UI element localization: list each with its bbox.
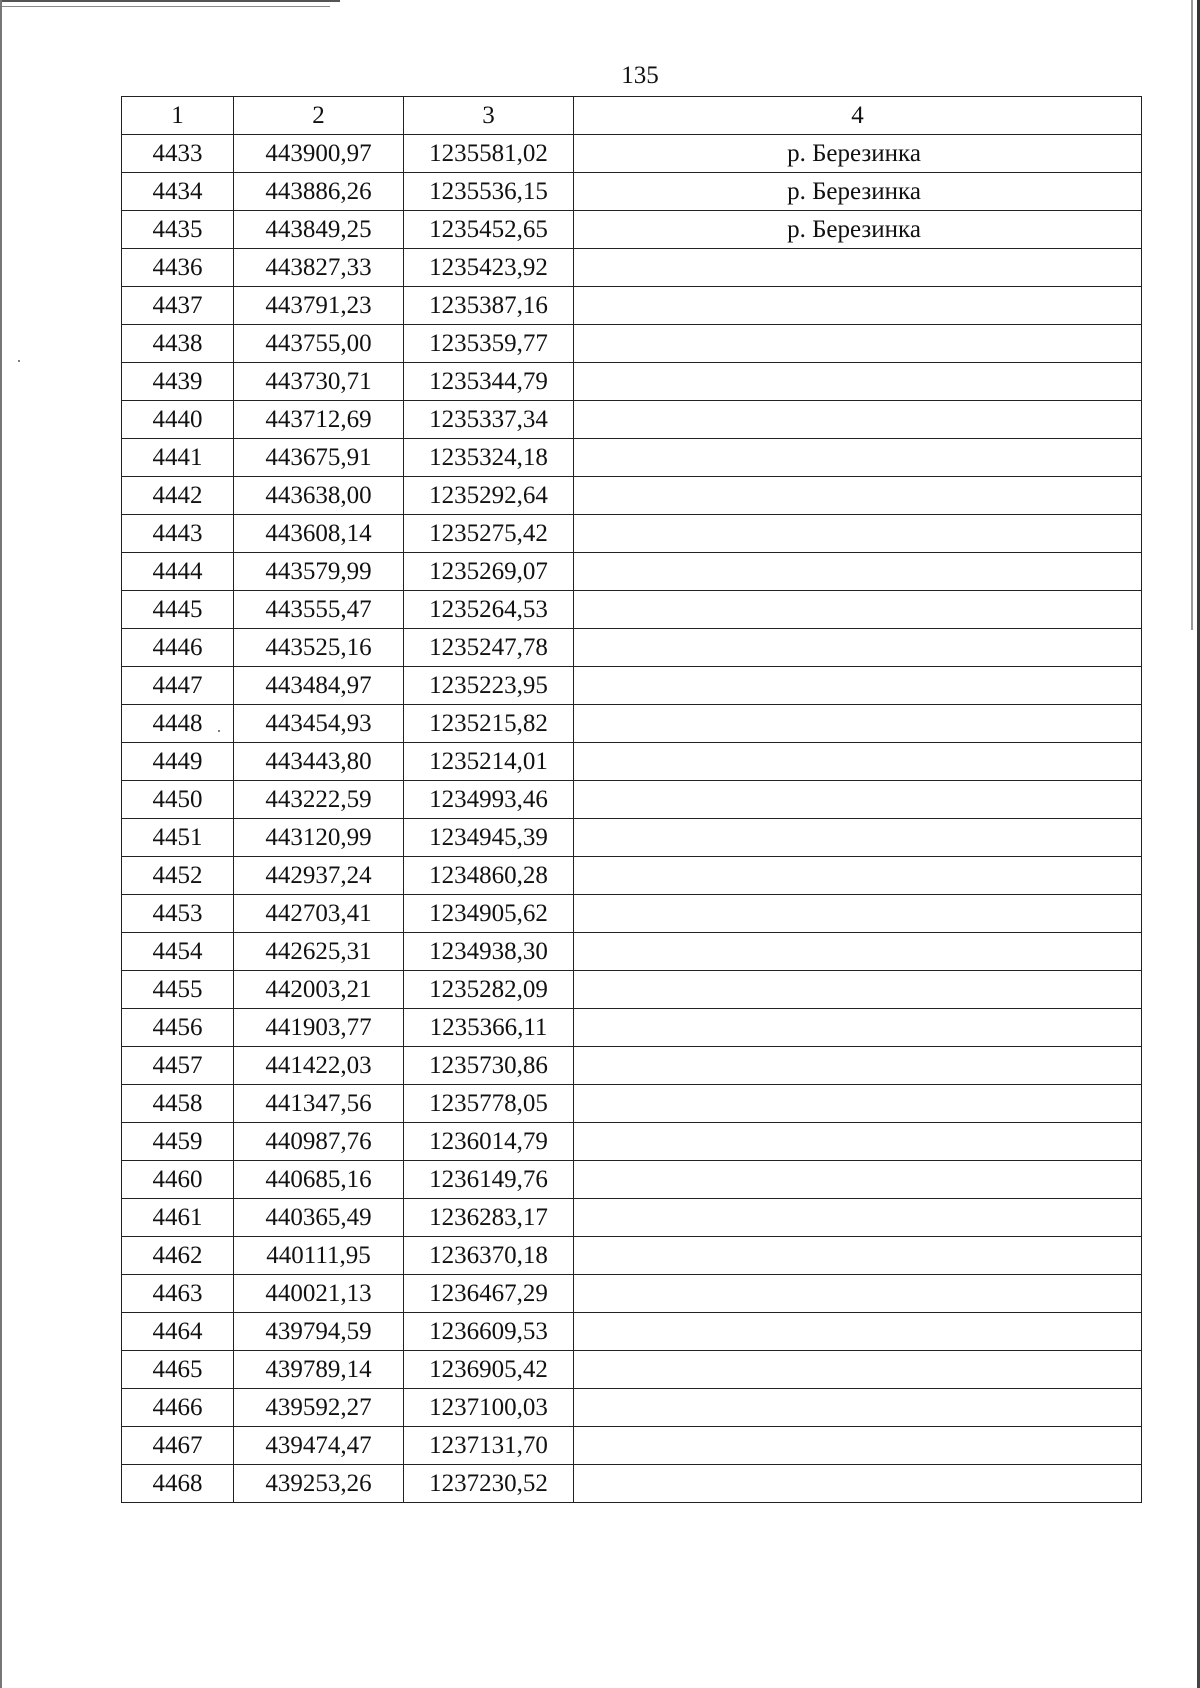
description-cell <box>574 1123 1142 1161</box>
x-coordinate-cell: 443222,59 <box>234 781 404 819</box>
y-coordinate-cell: 1235452,65 <box>404 211 574 249</box>
x-coordinate-cell: 440987,76 <box>234 1123 404 1161</box>
x-coordinate-cell: 443712,69 <box>234 401 404 439</box>
description-cell <box>574 1237 1142 1275</box>
x-coordinate-cell: 443443,80 <box>234 743 404 781</box>
y-coordinate-cell: 1237131,70 <box>404 1427 574 1465</box>
description-cell <box>574 667 1142 705</box>
description-text: р. Березинка <box>787 216 921 243</box>
description-cell <box>574 629 1142 667</box>
table-body <box>122 135 1142 1503</box>
y-coordinate-cell: 1235344,79 <box>404 363 574 401</box>
point-number-cell: 4457 <box>122 1047 234 1085</box>
table-row <box>122 1237 1142 1275</box>
y-coordinate-cell: 1235247,78 <box>404 629 574 667</box>
point-number-cell: 4459 <box>122 1123 234 1161</box>
y-coordinate-cell: 1235292,64 <box>404 477 574 515</box>
table-row <box>122 1427 1142 1465</box>
point-number-cell: 4433 <box>122 135 234 173</box>
table-row <box>122 325 1142 363</box>
point-number-cell: 4454 <box>122 933 234 971</box>
y-coordinate-cell: 1235282,09 <box>404 971 574 1009</box>
description-cell <box>574 781 1142 819</box>
description-cell <box>574 249 1142 287</box>
y-coordinate-cell: 1236014,79 <box>404 1123 574 1161</box>
y-coordinate-cell: 1234905,62 <box>404 895 574 933</box>
point-number-cell: 4450 <box>122 781 234 819</box>
header-col-1: 1 <box>122 97 234 135</box>
table-row <box>122 1275 1142 1313</box>
description-cell <box>574 895 1142 933</box>
point-number-cell: 4464 <box>122 1313 234 1351</box>
x-coordinate-cell: 443886,26 <box>234 173 404 211</box>
x-coordinate-cell: 443579,99 <box>234 553 404 591</box>
table-row <box>122 477 1142 515</box>
y-coordinate-cell: 1235269,07 <box>404 553 574 591</box>
table-row <box>122 363 1142 401</box>
description-cell <box>574 287 1142 325</box>
y-coordinate-cell: 1234860,28 <box>404 857 574 895</box>
header-col-2: 2 <box>234 97 404 135</box>
scan-border-top <box>0 0 340 2</box>
point-number-cell: 4441 <box>122 439 234 477</box>
x-coordinate-cell: 442937,24 <box>234 857 404 895</box>
description-cell <box>574 1161 1142 1199</box>
y-coordinate-cell: 1236283,17 <box>404 1199 574 1237</box>
point-number-cell: 4440 <box>122 401 234 439</box>
y-coordinate-cell: 1235423,92 <box>404 249 574 287</box>
table-row <box>122 249 1142 287</box>
point-number-cell: 4444 <box>122 553 234 591</box>
table-row <box>122 667 1142 705</box>
table-row <box>122 629 1142 667</box>
point-number-cell: 4442 <box>122 477 234 515</box>
y-coordinate-cell: 1235366,11 <box>404 1009 574 1047</box>
description-cell <box>574 743 1142 781</box>
description-cell <box>574 515 1142 553</box>
point-number-cell: 4443 <box>122 515 234 553</box>
y-coordinate-cell: 1234938,30 <box>404 933 574 971</box>
x-coordinate-cell: 440111,95 <box>234 1237 404 1275</box>
table-row <box>122 857 1142 895</box>
description-cell <box>574 211 1142 249</box>
description-cell <box>574 971 1142 1009</box>
y-coordinate-cell: 1235223,95 <box>404 667 574 705</box>
point-number-cell: 4465 <box>122 1351 234 1389</box>
coordinates-table <box>121 96 1142 1503</box>
y-coordinate-cell: 1236467,29 <box>404 1275 574 1313</box>
y-coordinate-cell: 1235778,05 <box>404 1085 574 1123</box>
table-row <box>122 1085 1142 1123</box>
y-coordinate-cell: 1234993,46 <box>404 781 574 819</box>
point-number-cell: 4449 <box>122 743 234 781</box>
x-coordinate-cell: 440365,49 <box>234 1199 404 1237</box>
x-coordinate-cell: 443791,23 <box>234 287 404 325</box>
x-coordinate-cell: 441347,56 <box>234 1085 404 1123</box>
description-cell <box>574 1199 1142 1237</box>
y-coordinate-cell: 1235387,16 <box>404 287 574 325</box>
description-cell <box>574 933 1142 971</box>
x-coordinate-cell: 443555,47 <box>234 591 404 629</box>
y-coordinate-cell: 1235214,01 <box>404 743 574 781</box>
table-row <box>122 1047 1142 1085</box>
point-number-cell: 4435 <box>122 211 234 249</box>
description-cell <box>574 553 1142 591</box>
y-coordinate-cell: 1237100,03 <box>404 1389 574 1427</box>
table-row <box>122 1199 1142 1237</box>
x-coordinate-cell: 443484,97 <box>234 667 404 705</box>
point-number-cell: 4458 <box>122 1085 234 1123</box>
description-cell <box>574 325 1142 363</box>
description-cell <box>574 363 1142 401</box>
y-coordinate-cell: 1235215,82 <box>404 705 574 743</box>
table-row <box>122 515 1142 553</box>
description-text: р. Березинка <box>787 140 921 167</box>
x-coordinate-cell: 443120,99 <box>234 819 404 857</box>
point-number-cell: 4446 <box>122 629 234 667</box>
description-text: р. Березинка <box>787 178 921 205</box>
description-cell <box>574 401 1142 439</box>
x-coordinate-cell: 439789,14 <box>234 1351 404 1389</box>
point-number-cell: 4452 <box>122 857 234 895</box>
point-number-cell: 4451 <box>122 819 234 857</box>
point-number-cell: 4445 <box>122 591 234 629</box>
table-row <box>122 933 1142 971</box>
x-coordinate-cell: 441422,03 <box>234 1047 404 1085</box>
x-coordinate-cell: 442625,31 <box>234 933 404 971</box>
point-number-cell: 4466 <box>122 1389 234 1427</box>
point-number-cell: 4461 <box>122 1199 234 1237</box>
x-coordinate-cell: 440685,16 <box>234 1161 404 1199</box>
table-row <box>122 971 1142 1009</box>
description-cell <box>574 1085 1142 1123</box>
table-row <box>122 1389 1142 1427</box>
description-cell <box>574 1427 1142 1465</box>
point-number-cell: 4439 <box>122 363 234 401</box>
y-coordinate-cell: 1235337,34 <box>404 401 574 439</box>
scan-border-left <box>0 0 2 1688</box>
point-number-cell: 4448 <box>122 705 234 743</box>
y-coordinate-cell: 1236149,76 <box>404 1161 574 1199</box>
x-coordinate-cell: 443827,33 <box>234 249 404 287</box>
scan-border-right-inner <box>1191 0 1193 630</box>
point-number-cell: 4453 <box>122 895 234 933</box>
description-cell <box>574 173 1142 211</box>
point-number-cell: 4467 <box>122 1427 234 1465</box>
y-coordinate-cell: 1235359,77 <box>404 325 574 363</box>
table-row <box>122 1123 1142 1161</box>
x-coordinate-cell: 443638,00 <box>234 477 404 515</box>
y-coordinate-cell: 1235324,18 <box>404 439 574 477</box>
table-row <box>122 439 1142 477</box>
y-coordinate-cell: 1235275,42 <box>404 515 574 553</box>
y-coordinate-cell: 1235730,86 <box>404 1047 574 1085</box>
scan-border-top-inner <box>0 6 330 7</box>
table-row <box>122 591 1142 629</box>
table-row <box>122 895 1142 933</box>
x-coordinate-cell: 443608,14 <box>234 515 404 553</box>
description-cell <box>574 1351 1142 1389</box>
x-coordinate-cell: 439592,27 <box>234 1389 404 1427</box>
x-coordinate-cell: 442703,41 <box>234 895 404 933</box>
x-coordinate-cell: 443730,71 <box>234 363 404 401</box>
table-header-row <box>122 97 1142 135</box>
x-coordinate-cell: 439474,47 <box>234 1427 404 1465</box>
description-cell <box>574 1047 1142 1085</box>
x-coordinate-cell: 439794,59 <box>234 1313 404 1351</box>
table-row <box>122 287 1142 325</box>
table-row <box>122 819 1142 857</box>
table-row <box>122 743 1142 781</box>
page-number: 135 <box>621 62 659 89</box>
point-number-cell: 4436 <box>122 249 234 287</box>
x-coordinate-cell: 443849,25 <box>234 211 404 249</box>
x-coordinate-cell: 440021,13 <box>234 1275 404 1313</box>
point-number-cell: 4434 <box>122 173 234 211</box>
description-cell <box>574 857 1142 895</box>
description-cell <box>574 135 1142 173</box>
description-cell <box>574 477 1142 515</box>
y-coordinate-cell: 1235264,53 <box>404 591 574 629</box>
table-row <box>122 173 1142 211</box>
point-number-cell: 4463 <box>122 1275 234 1313</box>
description-cell <box>574 705 1142 743</box>
table-row <box>122 1465 1142 1503</box>
description-cell <box>574 1275 1142 1313</box>
x-coordinate-cell: 441903,77 <box>234 1009 404 1047</box>
point-number-cell: 4455 <box>122 971 234 1009</box>
point-number-cell: 4447 <box>122 667 234 705</box>
description-cell <box>574 1009 1142 1047</box>
x-coordinate-cell: 443900,97 <box>234 135 404 173</box>
point-number-cell: 4438 <box>122 325 234 363</box>
x-coordinate-cell: 443525,16 <box>234 629 404 667</box>
y-coordinate-cell: 1236609,53 <box>404 1313 574 1351</box>
y-coordinate-cell: 1235581,02 <box>404 135 574 173</box>
table-row <box>122 211 1142 249</box>
description-cell <box>574 591 1142 629</box>
point-number-cell: 4460 <box>122 1161 234 1199</box>
table-row <box>122 781 1142 819</box>
description-cell <box>574 1389 1142 1427</box>
description-cell <box>574 1465 1142 1503</box>
description-cell <box>574 819 1142 857</box>
point-number-cell: 4468 <box>122 1465 234 1503</box>
description-cell <box>574 1313 1142 1351</box>
y-coordinate-cell: 1235536,15 <box>404 173 574 211</box>
point-number-cell: 4462 <box>122 1237 234 1275</box>
x-coordinate-cell: 439253,26 <box>234 1465 404 1503</box>
x-coordinate-cell: 443755,00 <box>234 325 404 363</box>
table-row <box>122 1313 1142 1351</box>
table-row <box>122 1009 1142 1047</box>
table-row <box>122 1351 1142 1389</box>
header-col-4: 4 <box>574 97 1142 135</box>
header-col-3: 3 <box>404 97 574 135</box>
point-number-cell: 4437 <box>122 287 234 325</box>
y-coordinate-cell: 1236370,18 <box>404 1237 574 1275</box>
x-coordinate-cell: 443675,91 <box>234 439 404 477</box>
y-coordinate-cell: 1234945,39 <box>404 819 574 857</box>
table-row <box>122 553 1142 591</box>
y-coordinate-cell: 1237230,52 <box>404 1465 574 1503</box>
description-cell <box>574 439 1142 477</box>
x-coordinate-cell: 443454,93 <box>234 705 404 743</box>
scan-speck <box>18 360 20 362</box>
x-coordinate-cell: 442003,21 <box>234 971 404 1009</box>
table-row <box>122 1161 1142 1199</box>
table-row <box>122 401 1142 439</box>
table-row <box>122 135 1142 173</box>
table-row <box>122 705 1142 743</box>
y-coordinate-cell: 1236905,42 <box>404 1351 574 1389</box>
point-number-cell: 4456 <box>122 1009 234 1047</box>
